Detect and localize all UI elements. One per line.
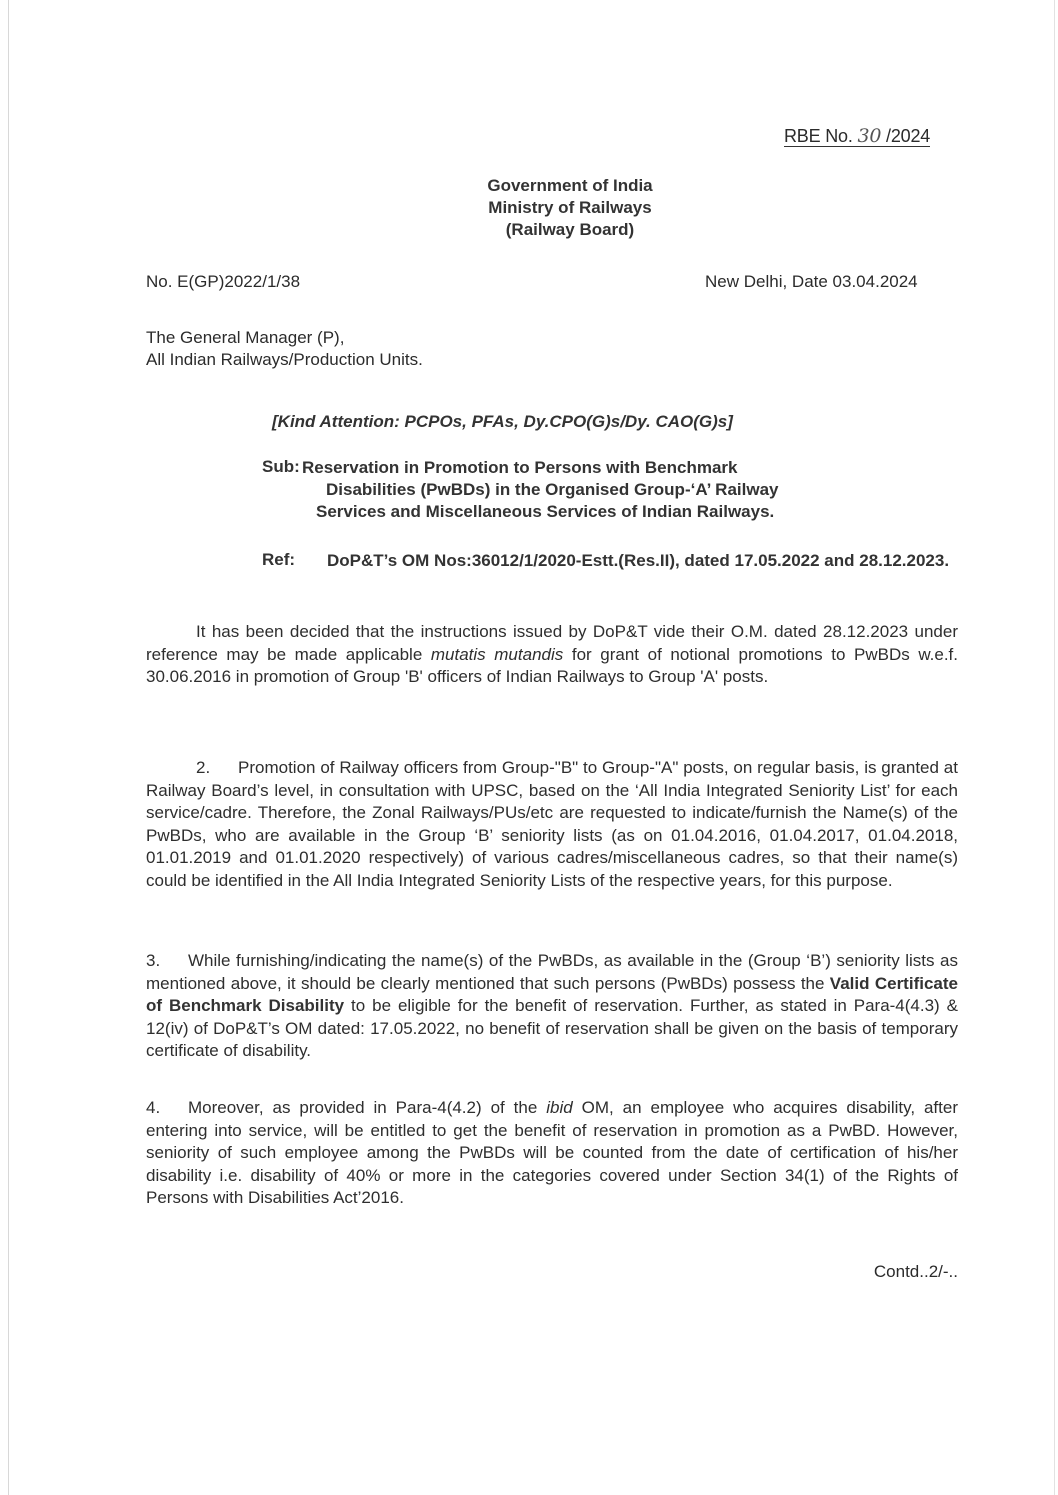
- letterhead-government: Government of India: [487, 176, 653, 195]
- subject-line-2: Disabilities (PwBDs) in the Organised Group-‘A’ Railway: [326, 480, 779, 499]
- paragraph-2: [146, 757, 958, 892]
- paragraph-3-text: While furnishing/indicating the name(s) of the PwBDs, as available in the (Group ‘B’) seniority lists as mentioned above, it should be clearly mentioned that such persons (PwBDs) possess the: [146, 951, 958, 993]
- paragraph-4: [146, 1097, 958, 1210]
- addressee-line-1: The General Manager (P),: [146, 328, 345, 347]
- kind-attention: [Kind Attention: PCPOs, PFAs, Dy.CPO(G)s/Dy. CAO(G)s]: [272, 412, 733, 431]
- addressee-line-2: All Indian Railways/Production Units.: [146, 350, 423, 369]
- paragraph-1-italic: mutatis mutandis: [430, 644, 564, 664]
- paragraph-3: [146, 950, 958, 1063]
- paragraph-1-text-end: for grant of notional promotions to PwBDs w.e.f. 30.06.2016 in promotion of Group 'B' officers of Indian Railways to Group 'A' posts.: [146, 644, 959, 686]
- rbe-year: /2024: [881, 126, 931, 146]
- subject-text: [302, 457, 902, 523]
- paragraph-3-bold: Valid Certificate of Benchmark Disability: [146, 973, 958, 1015]
- paragraph-2-text: Promotion of Railway officers from Group-"B" to Group-"A" posts, on regular basis, is granted at Railway Board’s level, in consultation with UPSC, based on the ‘All India Integrated Seniority List’ for each service/cadre. Therefore, the Zonal Railways/PUs/etc are requested to indicate/furnish the Name(s) of the PwBDs, who are available in the Group ‘B’ seniority lists (as on 01.04.2016, 01.04.2017, 01.04.2018, 01.01.2019 and 01.01.2020 respectively) of various cadres/miscellaneous cadres, so that their name(s) could be identified in the All India Integrated Seniority Lists of the respective years, for this purpose.: [146, 758, 958, 890]
- continuation-note: Contd..2/-..: [873, 1262, 958, 1281]
- paragraph-3-number: 3.: [146, 951, 161, 970]
- paragraph-4-italic: ibid: [546, 1098, 573, 1117]
- subject-label: Sub:: [262, 457, 300, 476]
- paragraph-4-number: 4.: [146, 1098, 161, 1117]
- paragraph-4-text: Moreover, as provided in Para-4(4.2) of the: [188, 1098, 547, 1117]
- rbe-handwritten-number: 30: [857, 125, 882, 147]
- paragraph-1-text: It has been decided that the instructions issued by DoP&T vide their O.M. dated 28.12.2023 under reference may be made applicable: [146, 622, 958, 664]
- paragraph-4-text-end: OM, an employee who acquires disability, after entering into service, will be entitled to get the benefit of reservation in promotion as a PwBD. However, seniority of such employee among the PwBDs will be counted from the date of certification of his/her disability i.e. disability of 40% or more in the categories covered under Section 34(1) of the Rights of Persons with Disabilities Act’2016.: [146, 1098, 958, 1207]
- letterhead-ministry: Ministry of Railways: [488, 198, 652, 217]
- paragraph-1: [146, 621, 958, 689]
- rbe-prefix: RBE No.: [784, 126, 858, 146]
- subject-line-1: Reservation in Promotion to Persons with Benchmark: [302, 458, 738, 477]
- addressee: [146, 327, 423, 371]
- reference-text: DoP&T’s OM Nos:36012/1/2020-Estt.(Res.II), dated 17.05.2022 and 28.12.2023.: [327, 551, 950, 570]
- letterhead: [420, 175, 720, 241]
- paragraph-2-number: 2.: [196, 758, 211, 777]
- file-reference-number: No. E(GP)2022/1/38: [146, 272, 301, 291]
- reference-label: Ref:: [262, 550, 296, 569]
- scan-page-edge-right: [1054, 0, 1055, 1495]
- rbe-number: [784, 126, 930, 147]
- subject-line-3: Services and Miscellaneous Services of Indian Railways.: [316, 502, 775, 521]
- place-and-date: New Delhi, Date 03.04.2024: [705, 272, 918, 291]
- paragraph-3-text-end: to be eligible for the benefit of reservation. Further, as stated in Para-4(4.3) & 12(iv) of DoP&T’s OM dated: 17.05.2022, no benefit of reservation shall be given on the basis of temporary certificate of disability.: [146, 996, 958, 1060]
- letterhead-board: (Railway Board): [505, 220, 635, 239]
- scan-page-edge-left: [8, 0, 9, 1495]
